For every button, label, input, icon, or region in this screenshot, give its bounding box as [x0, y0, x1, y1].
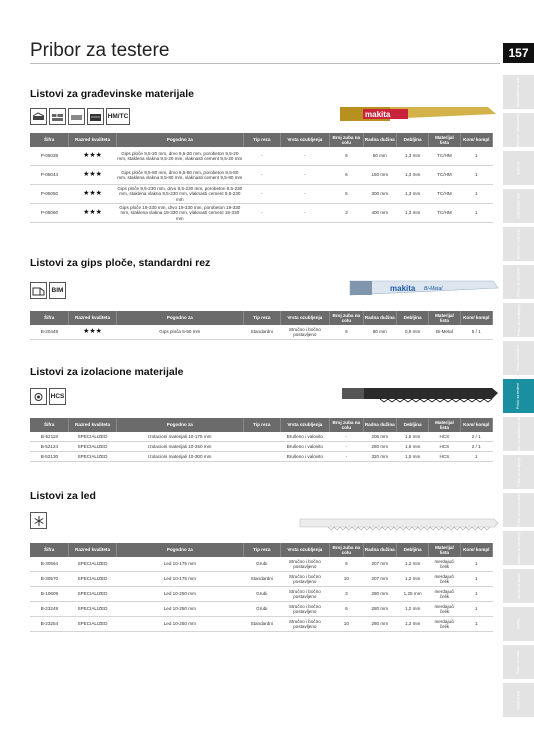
sidebar-tab-label: Mreža za nauke	[516, 573, 521, 599]
icon-wood	[30, 108, 47, 125]
table-cell: 1,3 mm	[396, 166, 428, 185]
sidebar-tab[interactable]	[503, 379, 534, 413]
table-cell: 1,3 mm	[396, 147, 428, 166]
table-cell: Brušeno i valovito	[280, 452, 330, 462]
col-header: Materijal lista	[429, 543, 460, 557]
col-header: Radna dužina	[363, 543, 396, 557]
section-title-drywall: Listovi za gips ploče, standardni rez	[30, 257, 211, 269]
table-cell: 6	[330, 325, 363, 340]
table-cell: B-23254	[30, 617, 69, 632]
table-cell: Led 10-175 mm	[116, 572, 243, 587]
table-cell: 280 mm	[363, 587, 396, 602]
table-cell: 1	[460, 204, 492, 223]
table-cell: merdajući čelik	[429, 557, 460, 572]
table-cell: Stručno i bočno postavljeno	[280, 602, 330, 617]
sidebar-tab[interactable]	[503, 265, 534, 299]
icon-hmtc: HM/TC	[106, 108, 130, 125]
table-cell: -	[243, 166, 280, 185]
table-cell: 1,2 mm	[396, 572, 428, 587]
table-row	[30, 617, 493, 632]
blade-brand-logo: makita	[390, 284, 416, 293]
table-row	[30, 557, 493, 572]
table-row	[30, 204, 493, 223]
table-cell: -	[330, 442, 363, 452]
table-cell: Brušeno i valovito	[280, 442, 330, 452]
table-cell: Gips ploče 19-330 mm, drvo 19-330 mm, porobeton 19-330 mm, staklena vlakna 19-330 mm, vlaknasti cement 19-330 mm	[116, 204, 243, 223]
table-row	[30, 587, 493, 602]
table-row	[30, 325, 493, 340]
sidebar-tab[interactable]	[503, 531, 534, 565]
sidebar-tab[interactable]	[503, 493, 534, 527]
table-cell: TC/HM	[429, 185, 460, 204]
table-cell: P-05044	[30, 166, 69, 185]
sidebar-tab[interactable]	[503, 683, 534, 717]
table-cell: Grubi	[243, 557, 280, 572]
table-cell: -	[243, 204, 280, 223]
sidebar-tab[interactable]	[503, 569, 534, 603]
table-cell: 1,5 mm	[396, 452, 428, 462]
table-row	[30, 432, 493, 442]
table-cell: ★★★	[69, 185, 116, 204]
col-header: Kom/ kompl	[460, 311, 492, 325]
sidebar-tab[interactable]	[503, 303, 534, 337]
col-header: Kom/ kompl	[460, 418, 492, 432]
table-row	[30, 166, 493, 185]
icon-fiber	[87, 108, 104, 125]
table-cell: 1	[460, 452, 492, 462]
col-header: Razred kvaliteta	[69, 133, 116, 147]
table-construction	[30, 133, 493, 223]
table-cell: B-52130	[30, 452, 69, 462]
table-cell: 50 mm	[363, 147, 396, 166]
table-row	[30, 452, 493, 462]
table-cell: merdajući čelik	[429, 617, 460, 632]
col-header: Debljina	[396, 311, 428, 325]
col-header: Materijal lista	[429, 418, 460, 432]
snowflake-icon	[30, 512, 47, 529]
table-cell: SPECIALIZED	[69, 572, 116, 587]
sidebar-tab[interactable]	[503, 645, 534, 679]
table-cell: ★★★	[69, 166, 116, 185]
table-cell: merdajući čelik	[429, 602, 460, 617]
sidebar-tab-label: Bušenje i štemovanje	[516, 112, 521, 148]
table-cell: 1,25 mm	[396, 587, 428, 602]
blade-brand-logo: makita	[365, 110, 391, 119]
page-number: 157	[503, 43, 534, 63]
table-cell: SPECIALIZED	[69, 587, 116, 602]
table-cell: SPECIALIZED	[69, 602, 116, 617]
table-cell: Gips ploča 5-50 mm	[116, 325, 243, 340]
table-cell: -	[280, 147, 330, 166]
table-cell: ★★★	[69, 325, 116, 340]
sidebar-tab-label: Bušenje	[516, 161, 521, 175]
table-cell	[243, 442, 280, 452]
table-header-row	[30, 543, 493, 557]
col-header: Pogodno za	[116, 133, 243, 147]
table-cell: 3	[330, 587, 363, 602]
page-title: Pribor za testere	[30, 40, 170, 61]
table-cell: -	[330, 432, 363, 442]
section-title-ice: Listovi za led	[30, 490, 96, 502]
table-cell: 10	[330, 617, 363, 632]
table-cell: 3	[330, 204, 363, 223]
sidebar-tab-label: Brušenje i poliranje	[516, 228, 521, 260]
table-cell: P-05050	[30, 185, 69, 204]
sidebar-tab-label: Akumulatorski alati	[516, 76, 521, 108]
table-cell: B-10609	[30, 587, 69, 602]
table-cell: merdajući čelik	[429, 572, 460, 587]
col-header: Broj zuba na colu	[330, 311, 363, 325]
col-header: Materijal lista	[429, 311, 460, 325]
blade-image-construction	[338, 104, 498, 124]
col-header: Šifra	[30, 133, 69, 147]
table-cell: merdajući čelik	[429, 587, 460, 602]
table-row	[30, 185, 493, 204]
table-insulation	[30, 418, 493, 462]
table-cell: Izolacioni materijali 10-250 mm	[116, 442, 243, 452]
sidebar-tab-label: Ostali pribor	[516, 690, 521, 710]
table-cell: Stručno i bočno postavljeno	[280, 617, 330, 632]
table-header-row	[30, 133, 493, 147]
table-cell: SPECIALIZED	[69, 557, 116, 572]
table-cell: 2 / 1	[460, 442, 492, 452]
table-cell: 280 mm	[363, 617, 396, 632]
table-cell: 280 mm	[363, 442, 396, 452]
table-cell: 1	[460, 602, 492, 617]
col-header: Radna dužina	[363, 418, 396, 432]
table-cell	[243, 432, 280, 442]
table-cell: Standardni	[243, 617, 280, 632]
table-cell: 280 mm	[363, 602, 396, 617]
table-cell	[243, 452, 280, 462]
table-cell: SPECIALIZED	[69, 452, 116, 462]
col-header: Debljina	[396, 133, 428, 147]
sidebar-tab-label: Pribor za glodanje	[516, 267, 521, 297]
table-cell: Led 10-175 mm	[116, 557, 243, 572]
table-row	[30, 572, 493, 587]
col-header: Vrsta ozubljenja	[280, 543, 330, 557]
col-header: Vrsta ozubljenja	[280, 133, 330, 147]
table-cell: Led 10-250 mm	[116, 587, 243, 602]
col-header: Razred kvaliteta	[69, 543, 116, 557]
table-cell: P-05038	[30, 147, 69, 166]
table-cell: -	[243, 147, 280, 166]
table-cell: 150 mm	[363, 166, 396, 185]
table-ice	[30, 543, 493, 632]
table-cell: Stručno i bočno postavljeno	[280, 557, 330, 572]
table-cell: B-52118	[30, 432, 69, 442]
table-cell: 320 mm	[363, 452, 396, 462]
table-cell: 1	[460, 185, 492, 204]
col-header: Tip reza	[243, 133, 280, 147]
table-cell: HCS	[429, 452, 460, 462]
table-cell: 1	[460, 587, 492, 602]
table-row	[30, 147, 493, 166]
table-cell: 1	[460, 557, 492, 572]
table-cell: Brušeno i valovito	[280, 432, 330, 442]
section-title-insulation: Listovi za izolacione materijale	[30, 366, 184, 378]
icon-board	[68, 108, 85, 125]
col-header: Radna dužina	[363, 311, 396, 325]
sidebar-tab-label: Dijamantski alat	[516, 193, 521, 219]
blade-image-ice	[298, 514, 500, 532]
table-cell: 1	[460, 617, 492, 632]
table-cell: 10	[330, 572, 363, 587]
table-cell: 207 mm	[363, 572, 396, 587]
table-cell: Stručno i bočno postavljeno	[280, 572, 330, 587]
table-cell: ★★★	[69, 147, 116, 166]
sidebar-tab[interactable]	[503, 113, 534, 147]
sidebar-tab-label: Pribor za rendisanje	[516, 304, 521, 336]
col-header: Materijal lista	[429, 133, 460, 147]
col-header: Broj zuba na colu	[330, 543, 363, 557]
table-cell: Standardni	[243, 572, 280, 587]
table-cell: 6	[330, 602, 363, 617]
table-cell: SPECIALIZED	[69, 442, 116, 452]
table-cell: TC/HM	[429, 166, 460, 185]
table-cell: 1,2 mm	[396, 557, 428, 572]
table-cell: Grubi	[243, 587, 280, 602]
table-cell: 1,5 mm	[396, 432, 428, 442]
table-cell: Gips ploče 9,5-20 mm, drvo 9,5-20 mm, porobeton 9,5-20 mm, staklena vlakna 9,5-20 mm, vlaknasti cement 9,5-20 mm	[116, 147, 243, 166]
table-cell: 6	[330, 185, 363, 204]
icon-drywall	[30, 282, 47, 299]
col-header: Šifra	[30, 418, 69, 432]
table-cell: 1	[460, 572, 492, 587]
table-cell: B-20448	[30, 325, 69, 340]
table-cell: B-30570	[30, 572, 69, 587]
sidebar-tab-label: Pribor za pneumatski	[516, 493, 521, 527]
col-header: Pogodno za	[116, 543, 243, 557]
col-header: Tip reza	[243, 311, 280, 325]
table-cell: P-05060	[30, 204, 69, 223]
col-header: Šifra	[30, 543, 69, 557]
sidebar-tab[interactable]	[503, 189, 534, 223]
table-cell: HCS	[429, 442, 460, 452]
col-header: Debljina	[396, 418, 428, 432]
table-row	[30, 602, 493, 617]
table-cell: Izolacioni materijali 10-300 mm	[116, 452, 243, 462]
col-header: Tip reza	[243, 543, 280, 557]
col-header: Pogodno za	[116, 418, 243, 432]
col-header: Šifra	[30, 311, 69, 325]
table-cell: -	[280, 204, 330, 223]
sidebar-tab-label: Mašine za zavrtanje	[516, 532, 521, 564]
col-header: Broj zuba na colu	[330, 418, 363, 432]
table-cell: 1,2 mm	[396, 617, 428, 632]
icon-hcs: HCS	[49, 388, 66, 405]
col-header: Vrsta ozubljenja	[280, 311, 330, 325]
col-header: Razred kvaliteta	[69, 311, 116, 325]
table-cell: -	[330, 452, 363, 462]
table-cell: 205 mm	[363, 432, 396, 442]
table-cell: B-30564	[30, 557, 69, 572]
table-cell: SPECIALIZED	[69, 432, 116, 442]
table-cell: -	[243, 185, 280, 204]
table-cell: Stručno i bočno postavljeno	[280, 325, 330, 340]
table-cell: B-52124	[30, 442, 69, 452]
col-header: Vrsta ozubljenja	[280, 418, 330, 432]
table-cell: 300 mm	[363, 185, 396, 204]
sidebar-tab-label: Pribor za testere	[516, 344, 521, 372]
table-cell: Grubi	[243, 602, 280, 617]
table-cell: -	[280, 185, 330, 204]
table-header-row	[30, 311, 493, 325]
table-cell: 80 mm	[363, 325, 396, 340]
table-row	[30, 442, 493, 452]
col-header: Kom/ kompl	[460, 543, 492, 557]
col-header: Tip reza	[243, 418, 280, 432]
table-cell: HCS	[429, 432, 460, 442]
sidebar-tab-label: Zaštita	[516, 618, 521, 630]
icon-bim: BIM	[49, 282, 66, 299]
sidebar-tab[interactable]	[503, 455, 534, 489]
sidebar-tab[interactable]	[503, 607, 534, 641]
table-cell: Led 10-250 mm	[116, 602, 243, 617]
sidebar-tab[interactable]	[503, 413, 534, 455]
table-cell: 1,3 mm	[396, 204, 428, 223]
table-cell: TC/HM	[429, 204, 460, 223]
table-cell: TC/HM	[429, 147, 460, 166]
table-cell: 1,2 mm	[396, 602, 428, 617]
table-cell: Bi-Metal	[429, 325, 460, 340]
sidebar-tab[interactable]	[503, 341, 534, 375]
table-cell: SPECIALIZED	[69, 617, 116, 632]
sidebar-tab[interactable]	[503, 75, 534, 109]
table-header-row	[30, 418, 493, 432]
col-header: Debljina	[396, 543, 428, 557]
blade-tag: Bi-Metal	[424, 286, 443, 292]
table-cell: 1,3 mm	[396, 185, 428, 204]
table-cell: B-23248	[30, 602, 69, 617]
table-cell: -	[280, 166, 330, 185]
table-cell: Stručno i bočno postavljeno	[280, 587, 330, 602]
sidebar-tab-label: Pribor za baštu	[516, 649, 521, 675]
sidebar-tab[interactable]	[503, 151, 534, 185]
table-cell: 6	[330, 166, 363, 185]
table-drywall	[30, 311, 493, 340]
table-cell: 1	[460, 166, 492, 185]
sidebar-tab-label: Pribor za oscilatorne alate	[516, 413, 521, 455]
sidebar-tab-label: Pribor za testere	[516, 382, 521, 410]
table-cell: 1	[460, 147, 492, 166]
table-cell: Gips ploče 9,5-80 mm, drvo 9,5-80 mm, porobeton 9,5-80 mm, staklena vlakna 9,5-80 mm, vlaknasti cement 9,5-80 mm	[116, 166, 243, 185]
blade-image-insulation	[340, 384, 500, 404]
table-cell: ★★★	[69, 204, 116, 223]
col-header: Broj zuba na colu	[330, 133, 363, 147]
table-cell: Gips ploče 9,5-230 mm, drvo 9,5-230 mm, porobeton 9,5-230 mm, staklena vlakna 9,5-230 mm, vlaknasti cement 9,5-230 mm	[117, 186, 243, 202]
section-title-construction: Listovi za građevinske materijale	[30, 88, 194, 100]
table-cell: 5 / 1	[460, 325, 492, 340]
col-header: Pogodno za	[116, 311, 243, 325]
col-header: Razred kvaliteta	[69, 418, 116, 432]
table-cell: Standardni	[243, 325, 280, 340]
table-cell: 207 mm	[363, 557, 396, 572]
table-cell: Led 10-250 mm	[116, 617, 243, 632]
sidebar-tab-label: Pribor za šrafljenje	[516, 457, 521, 487]
icon-insulation	[30, 388, 47, 405]
table-cell: 0,9 mm	[396, 325, 428, 340]
icon-brick	[49, 108, 66, 125]
col-header: Radna dužina	[363, 133, 396, 147]
table-cell: 2 / 1	[460, 432, 492, 442]
col-header: Kom/ kompl	[460, 133, 492, 147]
table-cell: Izolacioni materijali 10-175 mm	[116, 432, 243, 442]
table-cell: 1,5 mm	[396, 442, 428, 452]
table-cell: 400 mm	[363, 204, 396, 223]
sidebar-tab[interactable]	[503, 227, 534, 261]
table-cell: 6	[330, 557, 363, 572]
blade-image-drywall	[348, 278, 500, 298]
table-cell: 6	[330, 147, 363, 166]
title-divider	[30, 63, 500, 64]
